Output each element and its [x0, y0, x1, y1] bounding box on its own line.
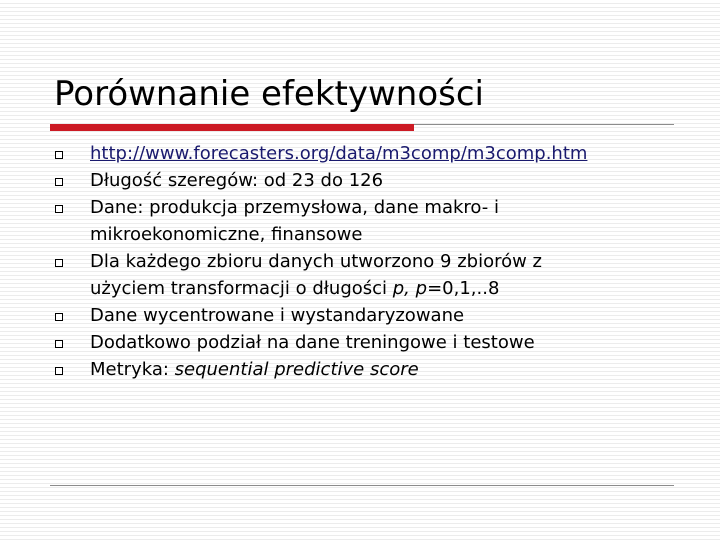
bullet-item-series-length — [50, 167, 670, 194]
bullet-text: Dane: produkcja przemysłowa, dane makro- i mikroekonomiczne, finansowe — [90, 197, 499, 245]
title-accent-bar — [50, 124, 414, 131]
square-bullet-icon — [55, 205, 63, 213]
source-link[interactable]: http://www.forecasters.org/data/m3comp/m3comp.htm — [90, 143, 588, 164]
bullet-item-transformations — [50, 248, 670, 302]
variable-p: p, — [392, 278, 410, 299]
bullet-item-train-test-split — [50, 329, 670, 356]
square-bullet-icon — [55, 259, 63, 267]
metric-name: sequential predictive score — [174, 359, 419, 380]
bullet-text-cont: użyciem transformacji o długości — [90, 278, 393, 299]
bullet-text: Długość szeregów: od 23 do 126 — [90, 170, 384, 191]
square-bullet-icon — [55, 367, 63, 375]
slide-title: Porównanie efektywności — [54, 74, 484, 114]
bullet-text-range: =0,1,..8 — [427, 278, 500, 299]
bullet-item-standardized — [50, 302, 670, 329]
bullet-text: Dla każdego zbioru danych utworzono 9 zbiorów z — [90, 251, 542, 272]
bullet-text: Dodatkowo podział na dane treningowe i testowe — [90, 332, 535, 353]
square-bullet-icon — [55, 151, 63, 159]
bullet-item-source-url — [50, 140, 670, 167]
footer-divider — [50, 485, 674, 486]
bullet-item-metric — [50, 356, 670, 383]
square-bullet-icon — [55, 340, 63, 348]
square-bullet-icon — [55, 178, 63, 186]
bullet-text: Metryka: — [90, 359, 175, 380]
variable-p: p — [415, 278, 428, 299]
square-bullet-icon — [55, 313, 63, 321]
bullet-text: Dane wycentrowane i wystandaryzowane — [90, 305, 465, 326]
bullet-item-data-types — [50, 194, 670, 248]
bullet-list — [50, 140, 670, 383]
